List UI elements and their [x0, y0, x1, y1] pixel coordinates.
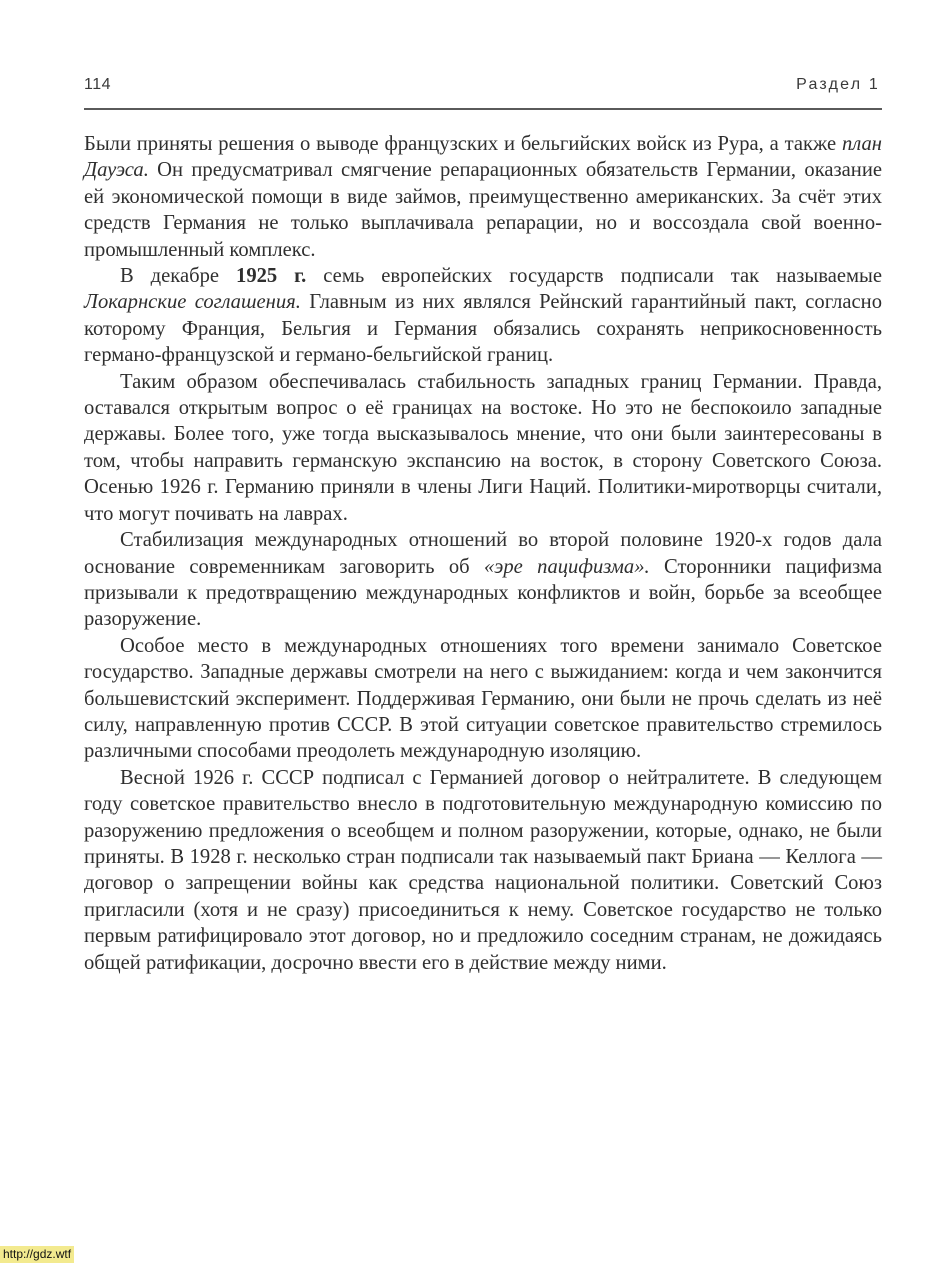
header-rule — [84, 108, 882, 110]
paragraph — [84, 369, 882, 527]
text-run: Были приняты решения о выводе французских и бельгийских войск из Рура, а также — [84, 133, 842, 155]
paragraph — [84, 765, 882, 976]
text-run: Главным из них являлся Рейнский гарантийный пакт, согласно которому Франция, Бельгия и Германия обязались сохранять неприкосновенность германо-французской и германо-бельгийской границ. — [84, 291, 882, 367]
text-run: Таким образом обеспечивалась стабильность западных границ Германии. Правда, оставался открытым вопрос о её границах на востоке. Но это не беспокоило западные державы. Более того, уже тогда высказывалось мнение, что они были заинтересованы в том, чтобы направить германскую экспансию на восток, в сторону Советского Союза. Осенью 1926 г. Германию приняли в члены Лиги Наций. Политики-миротворцы считали, что могут почивать на лаврах. — [84, 370, 882, 525]
text-run: Он предусматривал смягчение репарационных обязательств Германии, оказание ей экономической помощи в виде займов, преимущественно американских. За счёт этих средств Германия не только выплачивала репарации, но и воссоздала свой военно-промышленный комплекс. — [84, 159, 882, 261]
text-run: Весной 1926 г. СССР подписал с Германией договор о нейтралитете. В следующем году советское правительство внесло в подготовительную международную комиссию по разоружению предложения о всеобщем и полном разоружении, которые, однако, не были приняты. В 1928 г. несколько стран подписали так называемый пакт Бриана — Келлога — договор о запрещении войны как средства национальной политики. Советский Союз пригласили (хотя и не сразу) присоединиться к нему. Советское государство не только первым ратифицировало этот договор, но и предложило соседним странам, не дожидаясь общей ратификации, досрочно ввести его в действие между ними. — [84, 766, 882, 974]
paragraph — [84, 527, 882, 633]
text-run: Особое место в международных отношениях того времени занимало Советское государство. Западные державы смотрели на него с выжиданием: когда и чем закончится большевистский эксперимент. Поддерживая Германию, они были не прочь сделать из неё силу, направленную против СССР. В этой ситуации советское правительство стремилось различными способами преодолеть международную изоляцию. — [84, 634, 882, 763]
paragraph — [84, 633, 882, 765]
body-text — [84, 131, 882, 976]
text-run: семь европейских государств подписали так называемые — [306, 265, 883, 288]
watermark-link[interactable]: http://gdz.wtf — [0, 1246, 74, 1263]
running-head — [84, 76, 882, 98]
text-run: Сторонники пацифизма призывали к предотвращению международных конфликтов и войн, борьбе за всеобщее разоружение. — [84, 555, 882, 631]
italic-term: Локарнские соглашения. — [84, 291, 301, 314]
page-number: 114 — [84, 76, 112, 93]
paragraph — [84, 263, 882, 369]
text-run: Стабилизация международных отношений во второй половине 1920-х годов дала основание современникам заговорить об — [84, 529, 882, 578]
italic-term: «эре пацифизма». — [484, 555, 650, 578]
bold-term: 1925 г. — [236, 265, 307, 288]
italic-term: план Дауэса. — [84, 133, 882, 182]
section-label: Раздел 1 — [796, 76, 880, 93]
paragraph — [84, 131, 882, 263]
text-run: В декабре — [120, 265, 237, 288]
